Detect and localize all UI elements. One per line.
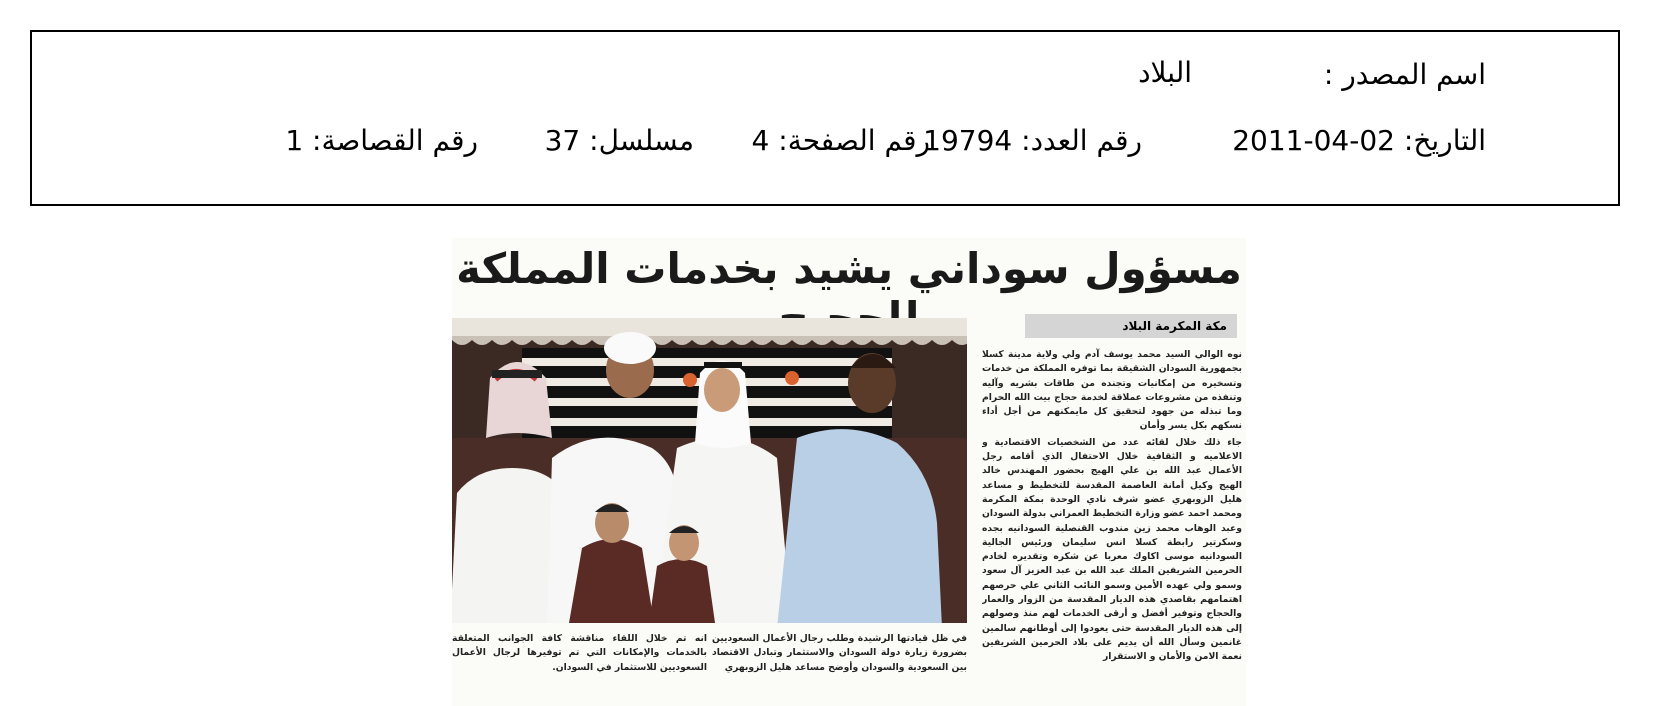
article-byline: مكة المكرمة البلاد	[1025, 314, 1237, 338]
article-column-left: انه تم خلال اللقاء مناقشة كافة الجوانب المتعلقة بالخدمات والإمكانات التي تم توفيرها لرجال الأعمال السعوديين للاستثمار في السودان.	[452, 633, 707, 673]
article-headline: مسؤول سوداني يشيد بخدمات المملكة	[456, 244, 1242, 293]
date-field: التاريخ: 02-04-2011	[1232, 124, 1486, 157]
source-label: اسم المصدر :	[1323, 58, 1486, 91]
article-paragraph-1: نوه الوالي السيد محمد يوسف آدم ولي ولاية مدينة كسلا بجمهورية السودان الشقيقة بما توفره المملكة من خدمات وتسخيره من إمكانيات وتجنده من طاقات بشريه وآليه وتنفذه من مشروعات عملاقة لخدمة حجاج بيت الله الحرام وما تبذله من جهود لتحقيق كل مايمكنهم من أجل أداء نسكهم بكل يسر وأمان	[982, 349, 1242, 432]
newspaper-clipping	[452, 238, 1246, 706]
photo-illustration	[452, 318, 967, 623]
issue-number: رقم العدد: 19794	[923, 124, 1142, 157]
article-photo	[452, 318, 967, 623]
article-column-right	[982, 348, 1242, 706]
source-value: البلاد	[1138, 56, 1192, 89]
page-number: رقم الصفحة: 4	[751, 124, 930, 157]
clip-number: رقم القصاصة: 1	[285, 124, 478, 157]
article-paragraph-2: جاء ذلك خلال لقائه عدد من الشخصيات الاقتصادية و الاعلاميه و الثقافية خلال الاحتفال الذي أقامه رجل الأعمال عبد الله بن علي الهيج بحضور المهندس خالد الهيج وكيل أمانة العاصمة المقدسة للتخطيط و مساعد هليل الزوبهري عضو شرف نادي الوحدة بمكة المكرمة ومحمد احمد عضو وزارة التخطيط العمراني بدولة السودان وعبد الوهاب محمد زين مندوب القنصلية السودانيه بجده وسكرتير رابطة كسلا انس سليمان ورئيس الجالية السودانيه موسى اكاوك معربا عن شكره وتقديره لخادم الحرمين الشريفين الملك عبد الله بن عبد العزيز آل سعود وسمو ولي عهده الأمين وسمو النائب الثاني علي حرصهم اهتمامهم بقاصدي هذه الديار المقدسة من الزوار والعمار والحجاج وتوفير أفضل و أرقى الخدمات لهم منذ وصولهم إلى هذه الديار المقدسة حتى يعودوا إلى أوطانهم سالمين غانمين وسأل الله أن يديم على بلاد الحرمين الشريفين نعمة الامن والأمان و الاستقرار	[982, 436, 1242, 663]
serial-number: مسلسل: 37	[544, 124, 694, 157]
article-column-middle: في ظل قيادتها الرشيدة وطلب رجال الأعمال السعوديين بضرورة زيارة دولة السودان والاستثمار وتبادل الاقتصاد بين السعودية والسودان وأوضح مساعد هليل الزوبهري	[712, 633, 967, 673]
clipping-header	[30, 30, 1620, 206]
